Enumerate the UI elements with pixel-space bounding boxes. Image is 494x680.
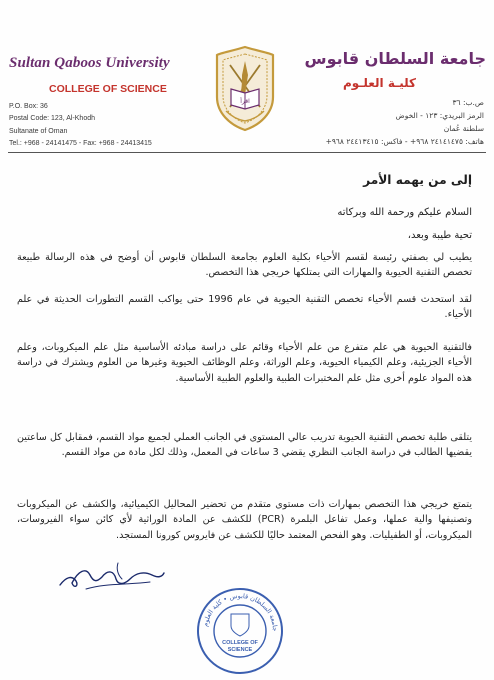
logo-text: اقرأ [240,98,250,105]
paragraph: يتمتع خريجي هذا التخصص بمهارات ذات مستوى متقدم من تحضير المحاليل الكيميائية، والكشف عن الميكروبات وتصنيفها والية عملها، وعمل تفاعل البلمرة (PCR) للكشف عن المادة الوراثية لأي كائن سواء الفيروسات، الميكروبات، أو الطفيليات. وهو الفحص المعتمد حاليًا للكشف عن فايروس كورونا المستجد. [17,499,472,541]
stamp-ring-text: جامعة السلطان قابوس • كلية العلوم [201,591,280,632]
stamp-inner-text-1: COLLEGE OF [222,640,258,646]
greeting: تحية طيبة وبعد، [407,230,472,241]
address-line: سلطنة عُمان [443,124,484,133]
paragraph: فالتقنية الحيوية هي علم متفرع من علم الأحياء وقائم على دراسة مبادئه الأساسية مثل علم الميكروبات، وعلم الأحياء الجزيئية، وعلم الكيمياء الحيوية، وعلم الوراثة، وعلم الوظائف الحيوية وغيرها من العلوم ويشترك في دراسة هذه المواد علوم أخرى مثل علم المختبرات الطبية والعلوم الطبية الأساسية. [17,342,472,384]
paragraph: يتلقى طلبة تخصص التقنية الحيوية تدريب عالي المستوى في الجانب العملي لجميع مواد القسم، فمقابل كل ساعتين يقضيها الطالب في دراسة الجانب النظري يقضي 3 ساعات في المعمل، وذلك لكل مادة من مواد القسم. [17,432,472,459]
college-name-en: COLLEGE OF SCIENCE [49,83,167,95]
salutation: السلام عليكم ورحمة الله وبركاته [337,207,472,218]
header-divider [8,152,486,153]
university-name-ar: جامعة السلطان قابوس [304,49,486,68]
university-logo-icon [214,45,276,132]
handwritten-signature [56,555,168,595]
college-seal-stamp [195,586,285,676]
address-line: ص.ب: ٣٦ [452,98,484,107]
university-name-en: Sultan Qaboos University [9,55,170,71]
paragraph: يطيب لي بصفتي رئيسة لقسم الأحياء بكلية العلوم بجامعة السلطان قابوس أن أوضح في هذه الرسالة طبيعة تخصص التقنية الحيوية والمهارات التي يمتلكها خريجي هذا التخصص. [17,252,472,279]
address-block-ar [284,96,484,148]
address-block-en [9,101,209,151]
address-line: هاتف: ٢٤١٤١٤٧٥ ٩٦٨+ - فاكس: ٢٤٤١٣٤١٥ ٩٦٨+ [325,137,484,146]
address-line: الرمز البريدي: ١٢٣ - الخوض [395,111,484,120]
stamp-inner-text-2: SCIENCE [227,647,253,653]
addressee: إلى من يهمه الأمر [363,173,472,187]
address-line: P.O. Box: 36 [9,103,48,110]
college-name-ar: كليـة العلـوم [342,76,416,90]
address-line: Postal Code: 123, Al-Khodh [9,115,96,123]
address-line: Sultanate of Oman [9,127,68,135]
address-line: Tel.: +968 - 24141475 - Fax: +968 - 24413415 [9,140,152,148]
paragraph: لقد استحدث قسم الأحياء تخصص التقنية الحيوية في عام 1996 حتى يواكب القسم التطورات الحديثة في علم الأحياء. [17,294,472,321]
